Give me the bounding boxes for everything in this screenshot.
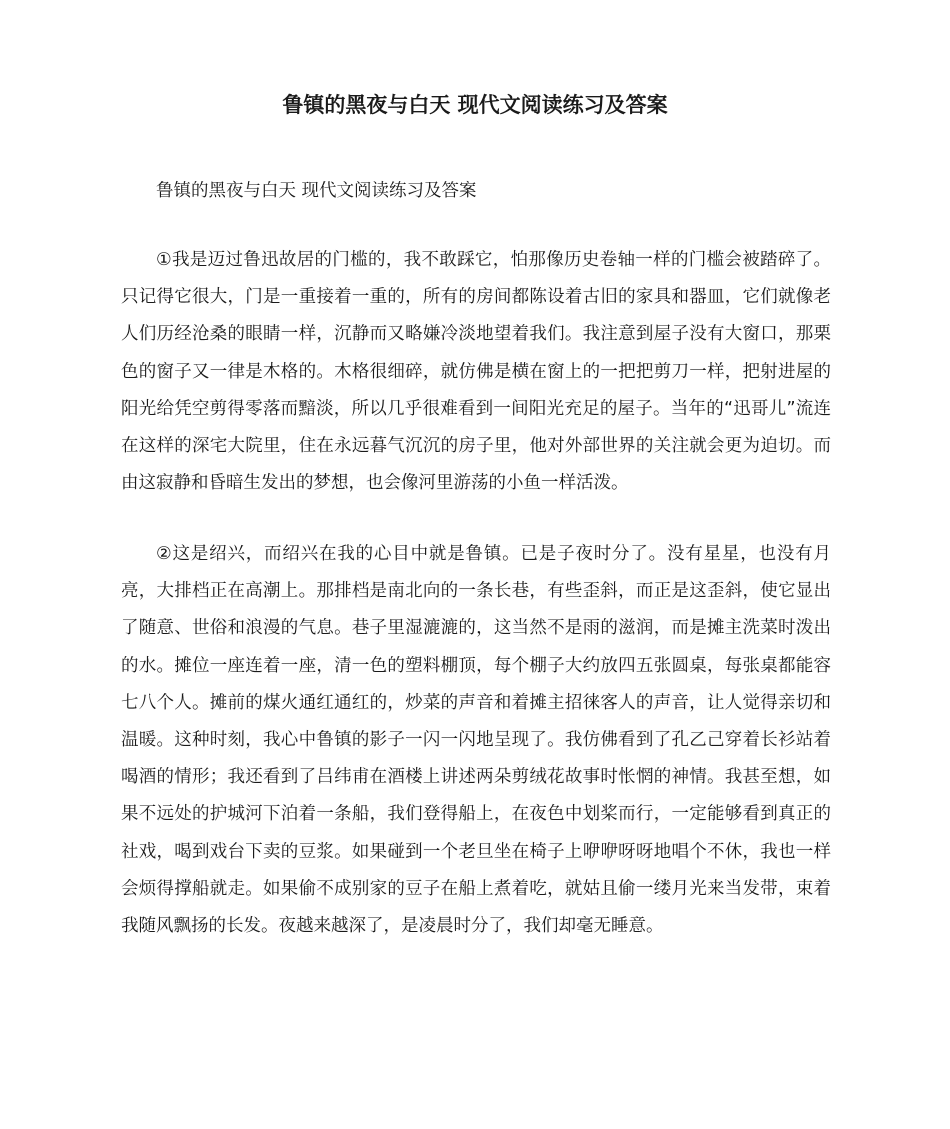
paragraph-1: ①我是迈过鲁迅故居的门槛的，我不敢踩它，怕那像历史卷轴一样的门槛会被踏碎了。只记得它很大，门是一重接着一重的，所有的房间都陈设着古旧的家具和器皿，它们就像老人们历经沧桑的眼睛一样，沉静而又略嫌冷淡地望着我们。我注意到屋子没有大窗口，那栗色的窗子又一律是木格的。木格很细碎，就仿佛是横在窗上的一把把剪刀一样，把射进屋的阳光给凭空剪得零落而黯淡，所以几乎很难看到一间阳光充足的屋子。当年的“迅哥儿”流连在这样的深宅大院里，住在永远暮气沉沉的房子里，他对外部世界的关注就会更为迫切。而由这寂静和昏暗生发出的梦想，也会像河里游荡的小鱼一样活泼。 <box>121 250 831 494</box>
paragraph-2: ②这是绍兴，而绍兴在我的心目中就是鲁镇。已是子夜时分了。没有星星，也没有月亮，大排档正在高潮上。那排档是南北向的一条长巷，有些歪斜，而正是这歪斜，使它显出了随意、世俗和浪漫的气息。巷子里湿漉漉的，这当然不是雨的滋润，而是摊主洗菜时泼出的水。摊位一座连着一座，清一色的塑料棚顶，每个棚子大约放四五张圆桌，每张桌都能容七八个人。摊前的煤火通红通红的，炒菜的声音和着摊主招徕客人的声音，让人觉得亲切和温暖。这种时刻，我心中鲁镇的影子一闪一闪地呈现了。我仿佛看到了孔乙己穿着长衫站着喝酒的情形；我还看到了吕纬甫在酒楼上讲述两朵剪绒花故事时怅惘的神情。我甚至想，如果不远处的护城河下泊着一条船，我们登得船上，在夜色中划桨而行，一定能够看到真正的社戏，喝到戏台下卖的豆浆。如果碰到一个老旦坐在椅子上咿咿呀呀地唱个不休，我也一样会烦得撑船就走。如果偷不成别家的豆子在船上煮着吃，就姑且偷一缕月光来当发带，束着我随风飘扬的长发。夜越来越深了，是凌晨时分了，我们却毫无睡意。 <box>121 544 831 937</box>
document-title: 鲁镇的黑夜与白天 现代文阅读练习及答案 <box>282 93 668 117</box>
document-subtitle: 鲁镇的黑夜与白天 现代文阅读练习及答案 <box>156 181 477 201</box>
